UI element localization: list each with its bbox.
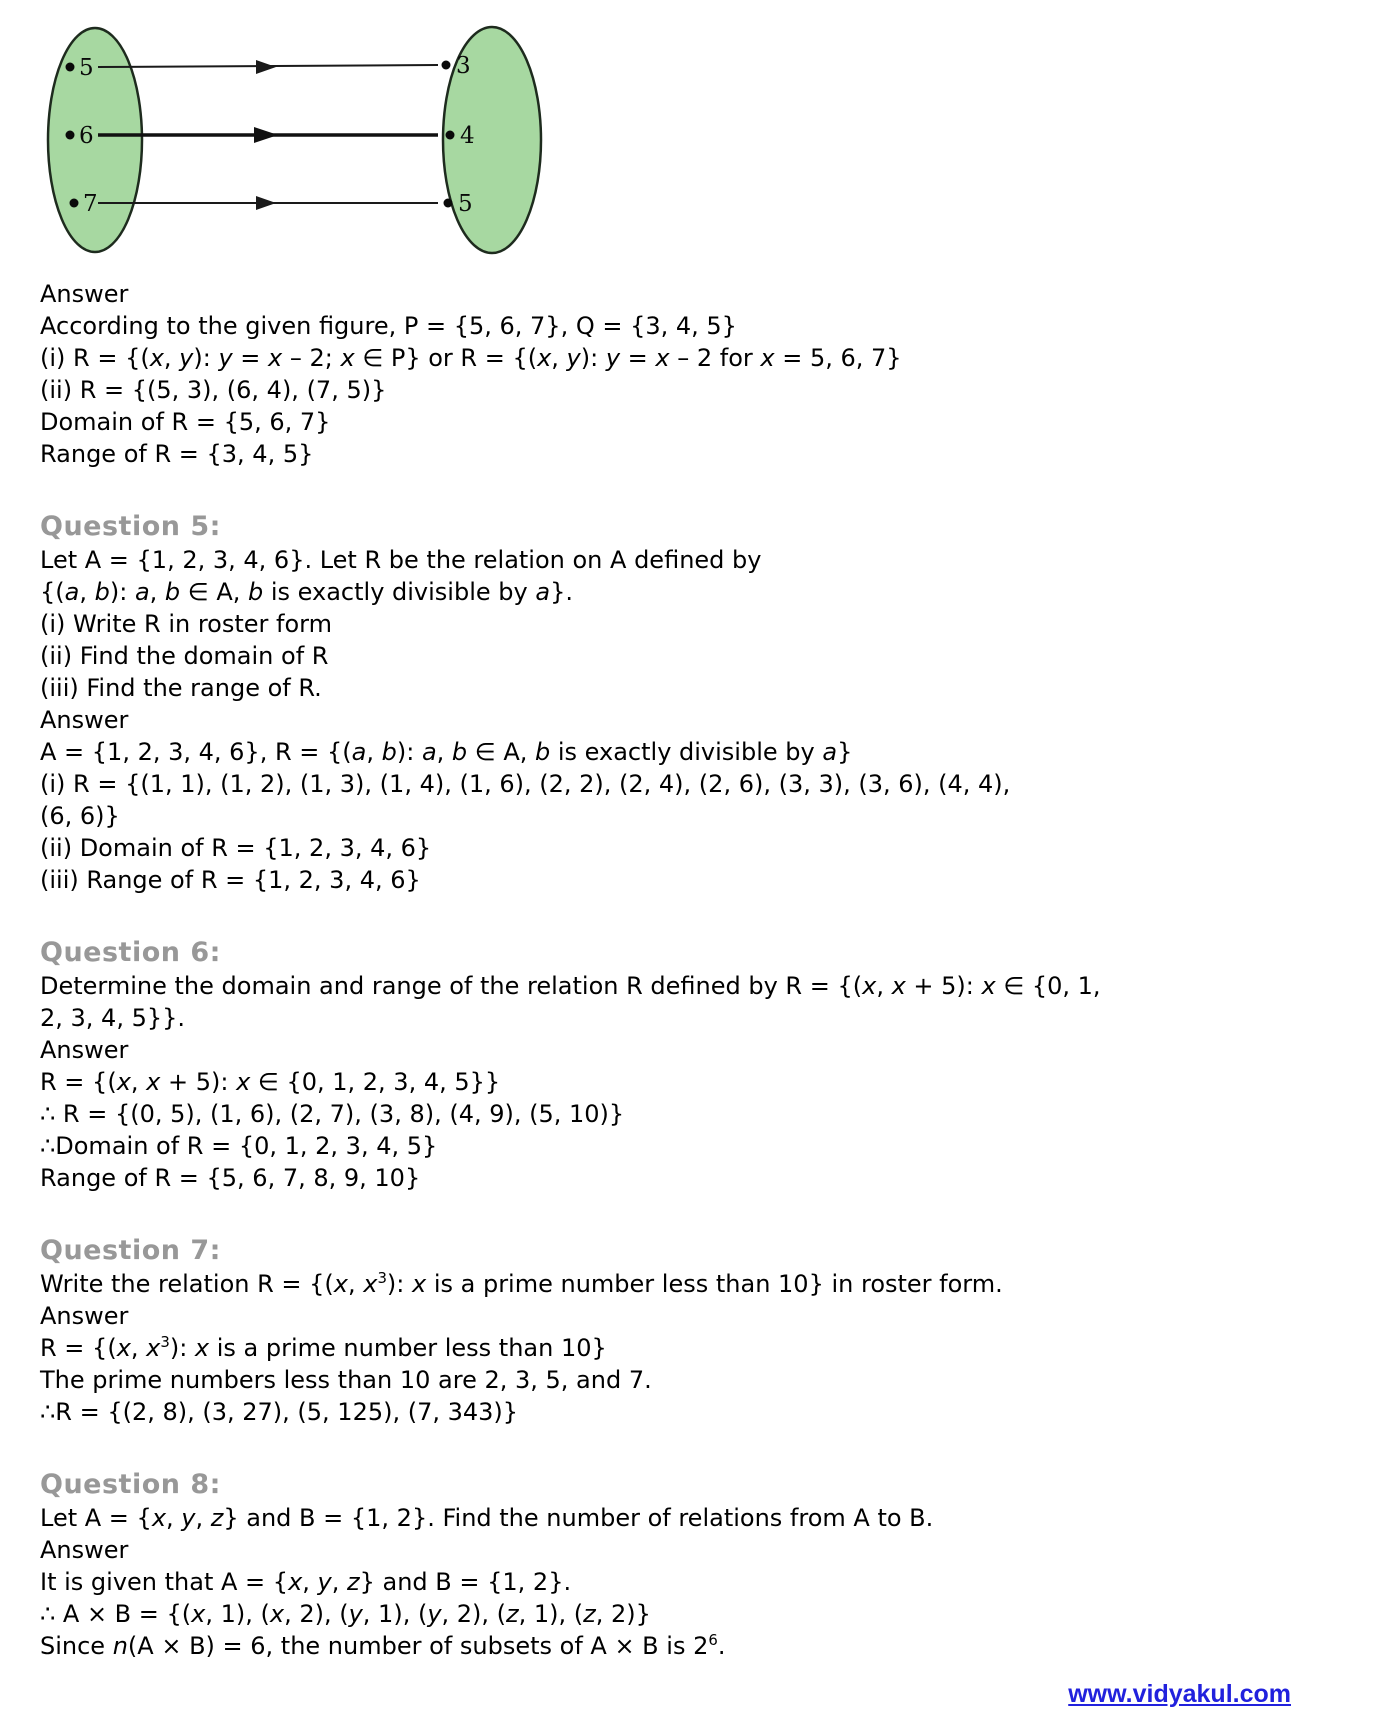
- text-line: Determine the domain and range of the relation R defined by R = {(x, x + 5): x ∈ {0, 1,: [40, 972, 1101, 1000]
- relation-diagram: [40, 16, 560, 264]
- left-set-ellipse: [48, 28, 142, 252]
- element-dot: [66, 131, 75, 140]
- text-line: A = {1, 2, 3, 4, 6}, R = {(a, b): a, b ∈ A, b is exactly divisible by a}: [40, 738, 853, 766]
- left-set-element: 7: [83, 191, 98, 217]
- text-line: Range of R = {3, 4, 5}: [40, 440, 314, 468]
- question-heading: Question 5:: [40, 511, 221, 542]
- question-block: [40, 936, 1355, 1194]
- text-line: ∴ R = {(0, 5), (1, 6), (2, 7), (3, 8), (4, 9), (5, 10)}: [40, 1100, 625, 1128]
- text-line: {(a, b): a, b ∈ A, b is exactly divisible by a}.: [40, 578, 573, 606]
- text-line: (ii) Domain of R = {1, 2, 3, 4, 6}: [40, 834, 432, 862]
- mapping-arrow-6-4: [98, 127, 438, 143]
- element-dot: [444, 199, 453, 208]
- text-line: Answer: [40, 1036, 129, 1064]
- left-set-element: 5: [79, 55, 94, 81]
- text-line: (i) Write R in roster form: [40, 610, 332, 638]
- relation-diagram-container: [40, 16, 1355, 268]
- question-heading: Question 8:: [40, 1469, 221, 1500]
- question-heading: Question 6:: [40, 937, 221, 968]
- text-line: Let A = {1, 2, 3, 4, 6}. Let R be the relation on A defined by: [40, 546, 762, 574]
- text-line: (ii) R = {(5, 3), (6, 4), (7, 5)}: [40, 376, 387, 404]
- text-line: Write the relation R = {(x, $x^3$): x is a prime number less than 10} in roster form.: [40, 1269, 1003, 1298]
- text-line: R = {(x, $x^3$): x is a prime number less than 10}: [40, 1333, 607, 1362]
- text-line: The prime numbers less than 10 are 2, 3, 5, and 7.: [40, 1366, 652, 1394]
- right-set-element: 4: [460, 123, 475, 149]
- text-line: (iii) Find the range of R.: [40, 674, 322, 702]
- text-line: Let A = {x, y, z} and B = {1, 2}. Find the number of relations from A to B.: [40, 1504, 934, 1532]
- arrowhead-icon: [256, 196, 276, 210]
- arrowhead-icon: [254, 127, 278, 143]
- text-line: (i) R = {(1, 1), (1, 2), (1, 3), (1, 4), (1, 6), (2, 2), (2, 4), (2, 6), (3, 3), (3, 6), (4, 4),: [40, 770, 1011, 798]
- question-block: [40, 1468, 1355, 1662]
- text-line: Answer: [40, 706, 129, 734]
- text-line: Since n(A × B) = 6, the number of subsets of A × B is $2^6$.: [40, 1631, 726, 1660]
- text-line: (i) R = {(x, y): y = x – 2; x ∈ P} or R = {(x, y): y = x – 2 for x = 5, 6, 7}: [40, 344, 902, 372]
- element-dot: [442, 61, 451, 70]
- element-dot: [70, 199, 79, 208]
- question-heading: Question 7:: [40, 1235, 221, 1266]
- solutions-content: [40, 278, 1355, 1662]
- text-line: R = {(x, x + 5): x ∈ {0, 1, 2, 3, 4, 5}}: [40, 1068, 501, 1096]
- text-line: According to the given figure, P = {5, 6, 7}, Q = {3, 4, 5}: [40, 312, 737, 340]
- text-line: (6, 6)}: [40, 802, 120, 830]
- question-block: [40, 1234, 1355, 1428]
- arrowhead-icon: [256, 60, 276, 74]
- text-line: Answer: [40, 280, 129, 308]
- right-set-element: 5: [458, 191, 473, 217]
- element-dot: [446, 131, 455, 140]
- element-dot: [66, 63, 75, 72]
- text-line: 2, 3, 4, 5}}.: [40, 1004, 186, 1032]
- vidyakul-link[interactable]: www.vidyakul.com: [1068, 1680, 1291, 1708]
- text-line: ∴R = {(2, 8), (3, 27), (5, 125), (7, 343)}: [40, 1398, 519, 1426]
- mapping-arrow-7-5: [98, 196, 438, 210]
- text-line: ∴Domain of R = {0, 1, 2, 3, 4, 5}: [40, 1132, 438, 1160]
- text-line: It is given that A = {x, y, z} and B = {1, 2}.: [40, 1568, 572, 1596]
- text-line: Answer: [40, 1302, 129, 1330]
- text-line: Range of R = {5, 6, 7, 8, 9, 10}: [40, 1164, 421, 1192]
- text-line: ∴ A × B = {(x, 1), (x, 2), (y, 1), (y, 2), (z, 1), (z, 2)}: [40, 1600, 651, 1628]
- text-line: Domain of R = {5, 6, 7}: [40, 408, 331, 436]
- right-set-element: 3: [456, 53, 471, 79]
- left-set-element: 6: [79, 123, 94, 149]
- text-line: (ii) Find the domain of R: [40, 642, 329, 670]
- answer-block: [40, 278, 1355, 470]
- question-block: [40, 510, 1355, 896]
- mapping-arrow-5-3: [98, 60, 438, 74]
- text-line: (iii) Range of R = {1, 2, 3, 4, 6}: [40, 866, 421, 894]
- text-line: Answer: [40, 1536, 129, 1564]
